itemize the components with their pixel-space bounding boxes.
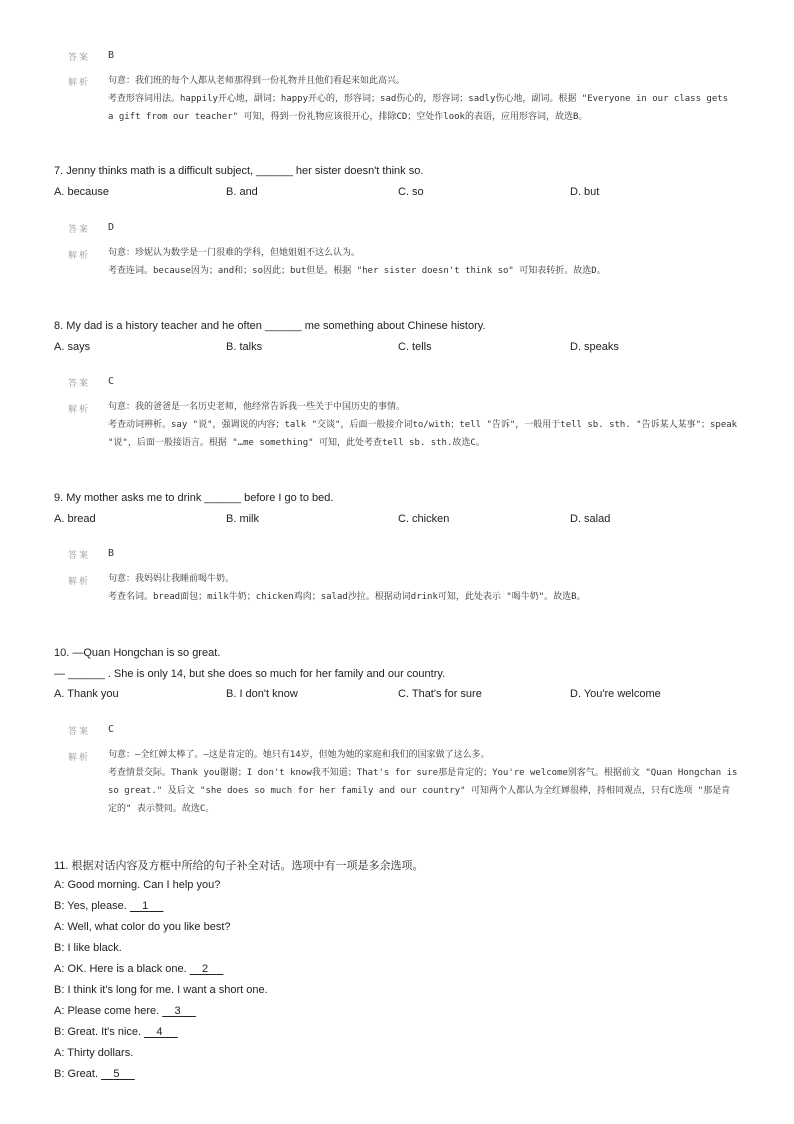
dialogue-text: B: Great. It's nice. bbox=[54, 1026, 145, 1038]
q7-option-c[interactable]: C. so bbox=[398, 186, 424, 198]
analysis-tag: 解析 bbox=[68, 78, 91, 88]
answer-tag: 答案 bbox=[68, 727, 91, 737]
blank-number: 5 bbox=[113, 1068, 120, 1080]
q9-option-a[interactable]: A. bread bbox=[54, 513, 96, 525]
q9-analysis bbox=[108, 570, 738, 606]
q8-option-d[interactable]: D. speaks bbox=[570, 341, 619, 353]
dialogue-text: A: OK. Here is a black one. bbox=[54, 963, 190, 975]
q10-answer: C bbox=[108, 724, 115, 735]
q9-analysis-line: 句意：我妈妈让我睡前喝牛奶。 bbox=[108, 574, 235, 584]
q11-title: 11. 根据对话内容及方框中所给的句子补全对话。选项中有一项是多余选项。 bbox=[54, 860, 424, 872]
q7-option-b[interactable]: B. and bbox=[226, 186, 258, 198]
blank-number: 3 bbox=[174, 1005, 181, 1017]
dialogue-line bbox=[54, 1005, 196, 1017]
answer-tag: 答案 bbox=[68, 379, 91, 389]
q7-options bbox=[54, 186, 744, 202]
q7-analysis-line: 考查连词。because因为；and和；so因此；but但是。根据 "her sister doesn't think so" 可知表转折。故选D。 bbox=[108, 266, 606, 276]
dialogue-line bbox=[54, 1047, 133, 1059]
q6-analysis-line: 句意：我们班的每个人都从老师那得到一份礼物并且他们看起来如此高兴。 bbox=[108, 76, 406, 86]
blank-input[interactable] bbox=[190, 963, 224, 975]
q9-options bbox=[54, 513, 744, 529]
blank-number: 2 bbox=[201, 963, 209, 975]
q10-options bbox=[54, 688, 744, 704]
dialogue-text: B: I think it's long for me. I want a short one. bbox=[54, 984, 268, 996]
blank-number: 4 bbox=[156, 1026, 163, 1038]
analysis-tag: 解析 bbox=[68, 577, 91, 587]
answer-tag: 答案 bbox=[68, 225, 91, 235]
q6-analysis bbox=[108, 72, 738, 126]
dialogue-text: B: I like black. bbox=[54, 942, 122, 954]
q8-option-c[interactable]: C. tells bbox=[398, 341, 432, 353]
q7-analysis-line: 句意：珍妮认为数学是一门很难的学科，但她姐姐不这么认为。 bbox=[108, 248, 361, 258]
q7-option-a[interactable]: A. because bbox=[54, 186, 110, 198]
q9-answer-block bbox=[68, 548, 738, 608]
dialogue-line bbox=[54, 1026, 178, 1038]
q10-option-c[interactable]: C. That's for sure bbox=[398, 688, 482, 700]
dialogue-line bbox=[54, 900, 163, 912]
q10-stem-line1: 10. —Quan Hongchan is so great. bbox=[54, 647, 221, 659]
q7-answer-block bbox=[68, 222, 738, 282]
dialogue-line bbox=[54, 963, 223, 975]
dialogue-text: A: Thirty dollars. bbox=[54, 1047, 134, 1059]
q9-option-b[interactable]: B. milk bbox=[226, 513, 259, 525]
dialogue-text: A: Well, what color do you like best? bbox=[54, 921, 231, 933]
dialogue-line bbox=[54, 984, 268, 996]
q10-analysis-line: 考查情景交际。Thank you谢谢；I don't know我不知道；That's for sure那是肯定的；You're welcome别客气。根据前文 "Quan Hongchan is so great." 及后文 "she does so much for her family and our country" 可知两个人都认为全红婵很棒，持相同观点，只有C选项 "那是肯定的" 表示赞同。故选C。 bbox=[108, 768, 738, 814]
q10-analysis-line: 句意：—全红婵太棒了。—这是肯定的。她只有14岁，但她为她的家庭和我们的国家做了这么多。 bbox=[108, 750, 490, 760]
dialogue-line bbox=[54, 921, 231, 933]
q8-analysis bbox=[108, 398, 738, 452]
dialogue-text: A: Good morning. Can I help you? bbox=[54, 879, 221, 891]
analysis-tag: 解析 bbox=[68, 753, 91, 763]
q9-answer: B bbox=[108, 548, 115, 559]
q10-option-d[interactable]: D. You're welcome bbox=[570, 688, 661, 700]
analysis-tag: 解析 bbox=[68, 251, 91, 261]
blank-input[interactable] bbox=[101, 1068, 135, 1080]
answer-tag: 答案 bbox=[68, 53, 91, 63]
q10-answer-block bbox=[68, 724, 738, 824]
q8-answer: C bbox=[108, 376, 115, 387]
q9-stem: 9. My mother asks me to drink ______ before I go to bed. bbox=[54, 492, 334, 504]
dialogue-line bbox=[54, 1068, 135, 1080]
q8-analysis-line: 考查动词辨析。say "说"，强调说的内容；talk "交谈"，后面一般接介词to/with；tell "告诉"，一般用于tell sb. sth. "告诉某人某事"；speak "说"，后面一般接语言。根据 "…me something" 可知，此处考查tell sb. sth.故选C。 bbox=[108, 420, 738, 448]
blank-input[interactable] bbox=[144, 1026, 178, 1038]
q8-analysis-line: 句意：我的爸爸是一名历史老师，他经常告诉我一些关于中国历史的事情。 bbox=[108, 402, 406, 412]
q10-analysis bbox=[108, 746, 738, 818]
q8-options bbox=[54, 341, 744, 357]
q7-option-d[interactable]: D. but bbox=[570, 186, 600, 198]
q9-analysis-line: 考查名词。bread面包；milk牛奶；chicken鸡肉；salad沙拉。根据动词drink可知，此处表示 "喝牛奶"。故选B。 bbox=[108, 592, 586, 602]
blank-input[interactable] bbox=[162, 1005, 196, 1017]
q8-option-a[interactable]: A. says bbox=[54, 341, 91, 353]
dialogue-line bbox=[54, 942, 122, 954]
analysis-tag: 解析 bbox=[68, 405, 91, 415]
q6-answer: B bbox=[108, 50, 115, 61]
q10-option-b[interactable]: B. I don't know bbox=[226, 688, 298, 700]
q7-answer: D bbox=[108, 222, 115, 233]
dialogue-text: B: Great. bbox=[54, 1068, 102, 1080]
q9-option-c[interactable]: C. chicken bbox=[398, 513, 450, 525]
dialogue-text: B: Yes, please. bbox=[54, 900, 130, 912]
q9-option-d[interactable]: D. salad bbox=[570, 513, 611, 525]
answer-tag: 答案 bbox=[68, 551, 91, 561]
q8-stem: 8. My dad is a history teacher and he often ______ me something about Chinese history. bbox=[54, 320, 486, 332]
q10-option-a[interactable]: A. Thank you bbox=[54, 688, 119, 700]
q8-option-b[interactable]: B. talks bbox=[226, 341, 263, 353]
dialogue-line bbox=[54, 879, 220, 891]
q7-analysis bbox=[108, 244, 738, 280]
blank-number: 1 bbox=[142, 900, 149, 912]
q6-analysis-line: 考查形容词用法。happily开心地，副词；happy开心的，形容词；sad伤心的，形容词；sadly伤心地，副词。根据 "Everyone in our class gets a gift from our teacher" 可知，得到一份礼物应该很开心，排除CD；空处作look的表语，应用形容词，故选B。 bbox=[108, 94, 729, 122]
q10-stem-line2: — ______ . She is only 14, but she does so much for her family and our country. bbox=[54, 668, 446, 680]
blank-input[interactable] bbox=[130, 900, 164, 912]
q8-answer-block bbox=[68, 376, 738, 456]
dialogue-text: A: Please come here. bbox=[54, 1005, 163, 1017]
q7-stem: 7. Jenny thinks math is a difficult subject, ______ her sister doesn't think so. bbox=[54, 165, 424, 177]
q6-answer-block bbox=[68, 48, 738, 128]
